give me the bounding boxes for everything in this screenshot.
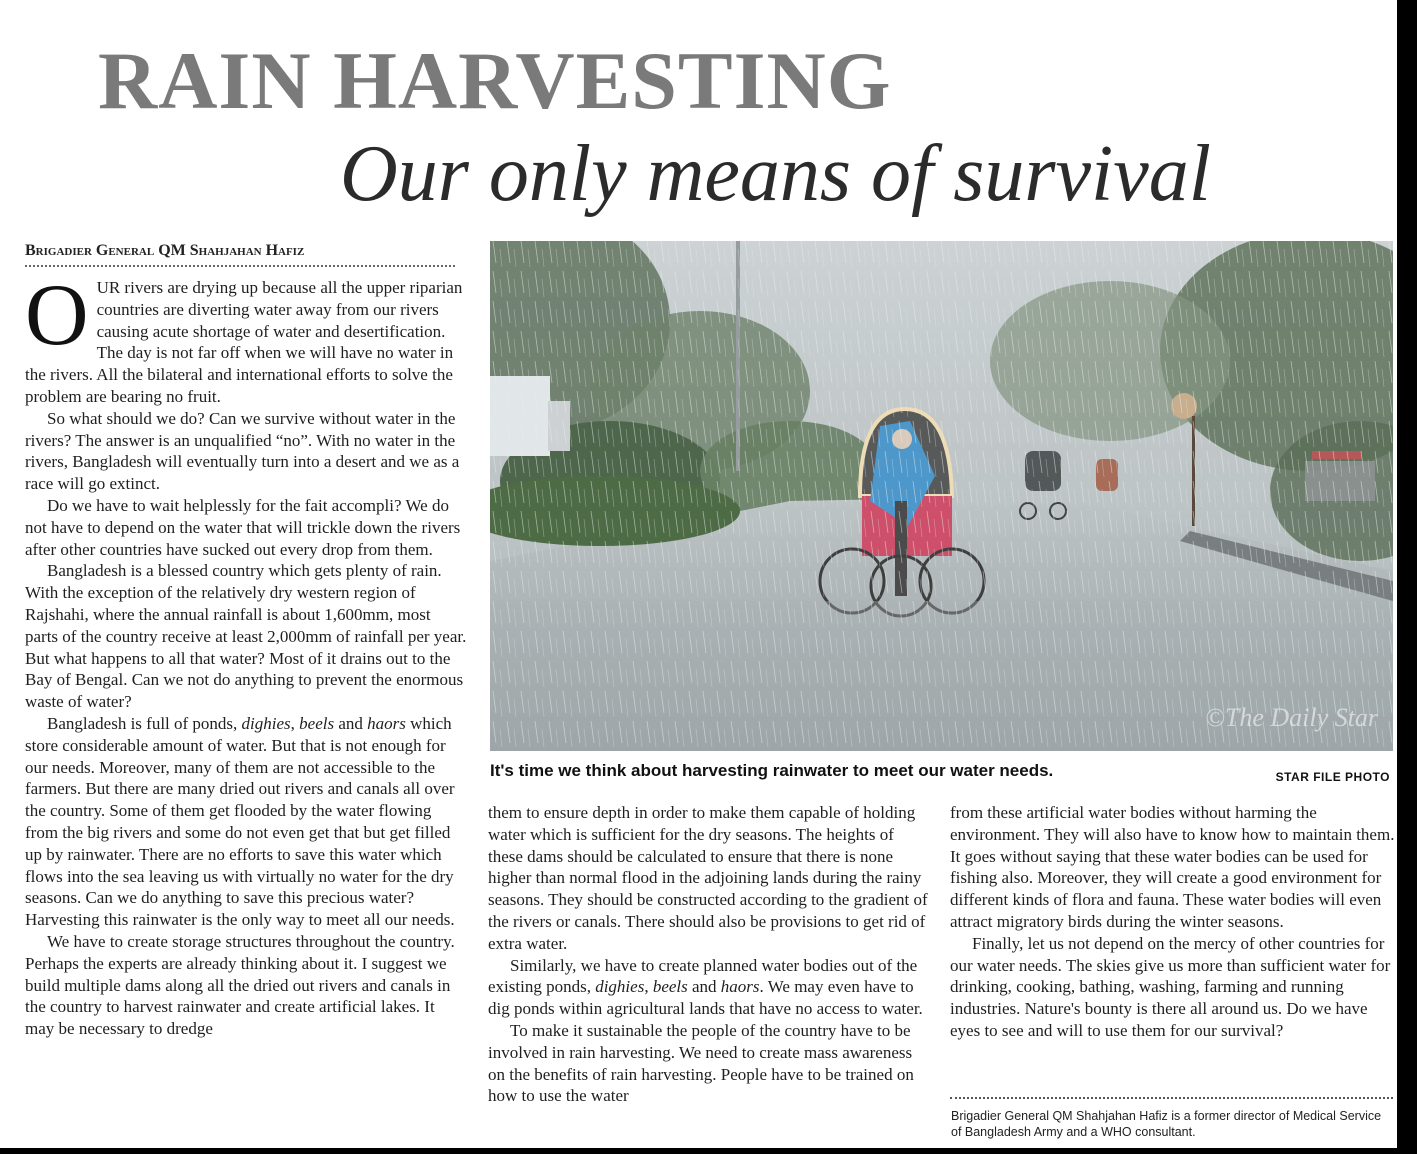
italic-term: dighies [241, 713, 291, 733]
italic-term: haors [720, 977, 760, 997]
article-paragraph-1 [25, 267, 467, 408]
drop-cap: O [25, 267, 89, 364]
article-paragraph-6: We have to create storage structures throughout the country. Perhaps the experts are already thinking about it. I suggest we build multiple dams along all the dried out rivers and canals in the country to harvest rainwater and create artificial lakes. It may be necessary to dredge [25, 931, 455, 1039]
italic-term: beels [299, 713, 335, 733]
paragraph-text: . We may even have to dig ponds within agricultural lands that have no access to water. [488, 977, 923, 1019]
italic-term: haors [367, 713, 406, 733]
bio-divider [950, 1097, 1393, 1099]
author-byline: Brigadier General QM Shahjahan Hafiz [25, 242, 455, 267]
rain-street-photo [490, 241, 1393, 751]
headline-title: RAIN HARVESTING [98, 35, 892, 126]
paragraph-text: UR rivers are drying up because all the upper riparian countries are diverting water away from our rivers causing acute shortage of water and desertification. The day is not far off when we will have no water in the rivers. All the bilateral and international efforts to solve the problem are bearing no fruit. [25, 278, 463, 406]
page-edge-bottom [0, 1148, 1417, 1154]
photo-credit: STAR FILE PHOTO [1275, 770, 1390, 784]
article-paragraph-8-continued: from these artificial water bodies without harming the environment. They will also have to know how to maintain them. It goes without saying that these water bodies can be used for fishing also. Moreover, they will create a good environment for different kinds of flora and fauna. These water bodies will even attract migratory birds during the winter seasons. [950, 803, 1395, 931]
paragraph-text: , [290, 713, 300, 733]
article-paragraph-4: Bangladesh is a blessed country which gets plenty of rain. With the exception of the relatively dry western region of Rajshahi, where the annual rainfall is about 1,600mm, most parts of the country receive at least 2,000mm of rainfall per year. But what happens to all that water? Most of it drains out to the Bay of Bengal. Can we not do anything to prevent the enormous waste of water? [25, 561, 467, 712]
photo-caption: It's time we think about harvesting rainwater to meet our water needs. [490, 761, 1054, 780]
italic-term: beels [652, 977, 688, 997]
article-paragraph-5 [25, 713, 467, 931]
article-paragraph-8: To make it sustainable the people of the country have to be involved in rain harvesting. We need to create mass awareness on the benefits of rain harvesting. People have to be trained on how to use the water [488, 1020, 914, 1106]
paragraph-text: , [644, 977, 653, 997]
paragraph-text: which store considerable amount of water. But that is not enough for our needs. Moreover, many of them are not accessible to the farmers. But there are many dried out rivers and canals all over the country. Some of them get flooded by the water flowing from the big rivers and some do not even get that but get filled up by rainwater. There are no efforts to save this water which flows into the sea leaving us with virtually no water for the dry seasons. Can we do anything to save this precious water? Harvesting this rainwater is the only way to meet all our needs. [25, 713, 455, 930]
article-column-2 [488, 802, 930, 1107]
paragraph-text: and [334, 713, 368, 733]
article-paragraph-2: So what should we do? Can we survive without water in the rivers? The answer is an unqualified “no”. With no water in the rivers, Bangladesh will eventually turn into a desert and we as a race will go extinct. [25, 408, 460, 494]
headline-subtitle: Our only means of survival [340, 130, 1212, 218]
author-bio: Brigadier General QM Shahjahan Hafiz is a former director of Medical Service of Bangladesh Army and a WHO consultant. [951, 1109, 1382, 1139]
article-paragraph-7 [488, 955, 930, 1020]
article-paragraph-3: Do we have to wait helplessly for the fait accompli? We do not have to depend on the water that will trickle down the rivers after other countries have sucked out every drop from them. [25, 495, 461, 559]
article-column-1 [25, 267, 467, 1040]
paragraph-text: Similarly, we have to create planned water bodies out of the existing ponds, [488, 955, 918, 997]
paragraph-text: Bangladesh is full of ponds, [47, 713, 242, 733]
article-column-3 [950, 802, 1395, 1042]
photo-watermark: ©The Daily Star [1205, 703, 1378, 732]
article-paragraph-9: Finally, let us not depend on the mercy of other countries for our water needs. The skies give us more than sufficient water for drinking, cooking, bathing, washing, farming and running industries. Nature's bounty is there all around us. Do we have eyes to see and will to use them for our survival? [950, 933, 1391, 1040]
italic-term: dighies [595, 977, 645, 997]
page-edge-right [1397, 0, 1417, 1154]
paragraph-text: and [687, 977, 721, 997]
article-paragraph-6-continued: them to ensure depth in order to make them capable of holding water which is sufficient for the dry seasons. The heights of these dams should be calculated to ensure that there is none higher than normal flood in the adjoining lands during the rainy seasons. They should be constructed according to the gradient of the rivers or canals. There should also be provisions to get rid of extra water. [488, 803, 928, 953]
